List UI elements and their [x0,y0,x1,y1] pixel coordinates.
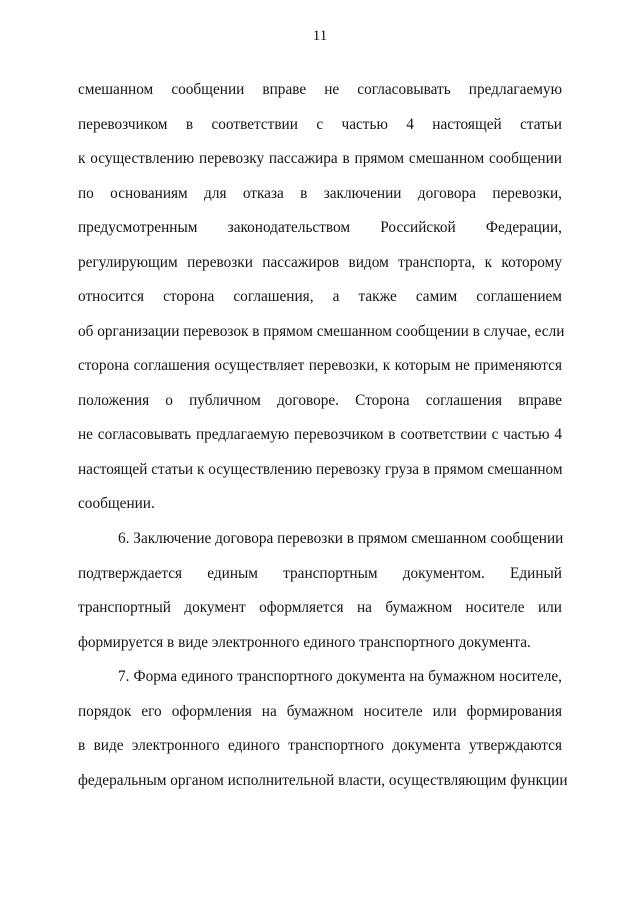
text-line: к осуществлению перевозку пассажира в прямом смешанном сообщении [78,150,562,167]
text-line: сторона соглашения осуществляет перевозки, к которым не применяются [78,357,562,374]
text-line: подтверждается единым транспортным документом. Единый [78,565,562,582]
text-line: перевозчиком в соответствии с частью 4 настоящей статьи [78,116,562,133]
text-line: 7. Форма единого транспортного документа на бумажном носителе, [118,668,562,685]
text-line: смешанном сообщении вправе не согласовывать предлагаемую [78,81,562,98]
text-line: настоящей статьи к осуществлению перевозку груза в прямом смешанном [78,461,563,478]
text-line: порядок его оформления на бумажном носителе или формирования [78,703,562,720]
text-line: относится сторона соглашения, а также самим соглашением [78,288,562,305]
text-line: об организации перевозок в прямом смешанном сообщении в случае, если [78,323,565,340]
text-line: сообщении. [78,495,155,512]
text-line: положения о публичном договоре. Сторона соглашения вправе [78,392,562,409]
text-line: не согласовывать предлагаемую перевозчиком в соответствии с частью 4 [78,426,562,443]
text-line: по основаниям для отказа в заключении договора перевозки, [78,185,562,202]
page-number: 11 [312,28,328,44]
text-line: в виде электронного единого транспортного документа утверждаются [78,737,562,754]
text-line: федеральным органом исполнительной власти, осуществляющим функции [78,772,568,789]
text-line: формируется в виде электронного единого транспортного документа. [78,634,531,651]
text-line: регулирующим перевозки пассажиров видом транспорта, к которому [78,254,562,271]
text-line: предусмотренным законодательством Российской Федерации, [78,219,562,236]
text-line: 6. Заключение договора перевозки в прямом смешанном сообщении [118,530,564,547]
text-line: транспортный документ оформляется на бумажном носителе или [78,599,562,616]
